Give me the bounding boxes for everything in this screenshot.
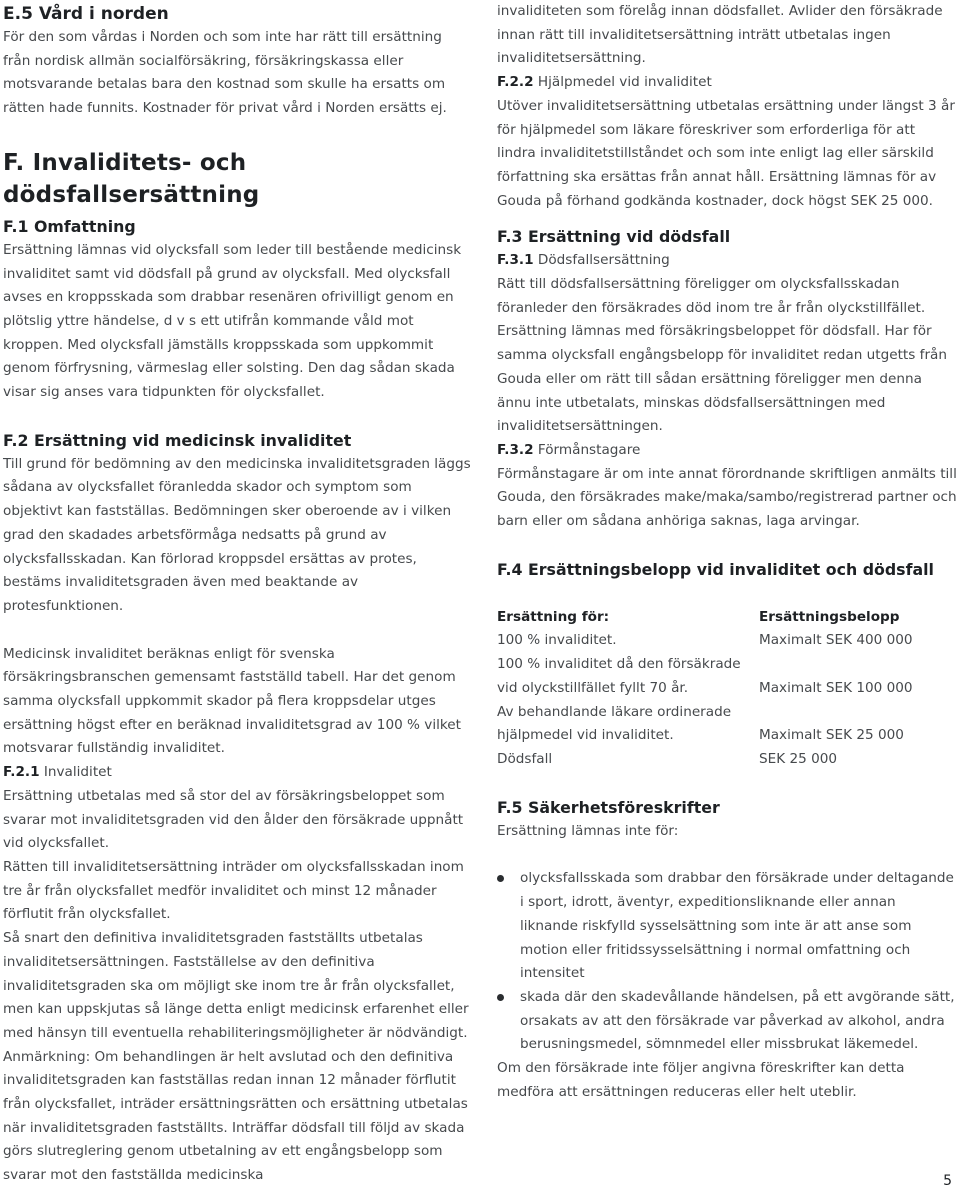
continued-text: invaliditeten som förelåg innan dödsfallet. Avlider den försäkrade innan rätt till invaliditetsersättning inträtt utbetalas ingen invaliditetsersättning. <box>497 3 943 67</box>
section-f31-heading <box>497 249 957 273</box>
section-f22-title: Hjälpmedel vid invaliditet <box>533 74 712 91</box>
table-cell-amount: Maximalt SEK 100 000 <box>759 679 913 696</box>
section-f22-number: F.2.2 <box>497 74 534 91</box>
table-cell-amount: Maximalt SEK 25 000 <box>759 727 904 744</box>
table-cell-amount <box>759 701 917 725</box>
table-row <box>497 701 917 725</box>
table-row <box>497 629 917 653</box>
section-e5-body: För den som vårdas i Norden och som inte har rätt till ersättning från nordisk allmän socialförsäkring, försäkringskassa eller motsvarande betalas bara den kostnad som skulle ha ersatts om rätten hade funnits. Kostnader för privat vård i Norden ersätts ej. <box>3 29 447 117</box>
table-cell-coverage: Av behandlande läkare ordinerade <box>497 703 732 720</box>
section-f31-body: Rätt till dödsfallsersättning föreligger om olycksfallsskadan föranleder den försäkrades död inom tre år från olyckstillfället. Ersättning lämnas med försäkringsbeloppet för dödsfall. Har för samma olycksfall engångsbelopp för invaliditet redan utgetts från Gouda eller om rätt till sådan ersättning föreligger men denna ännu inte utbetalats, minskas dödsfallsersättningen med invaliditetsersättningen. <box>497 276 947 435</box>
table-cell-coverage: vid olyckstillfället fyllt 70 år. <box>497 679 689 696</box>
section-f22-body: Utöver invaliditetsersättning utbetalas ersättning under längst 3 år för hjälpmedel som läkare föreskriver som erforderliga för att lindra invaliditetstillståndet och som inte enligt lag eller särskild författning ska ersättas från annat håll. Ersättning lämnas för av Gouda på förhand godkända kostnader, dock högst SEK 25 000. <box>497 97 955 209</box>
section-f31-title: Dödsfallsersättning <box>533 252 670 269</box>
section-f1-heading: F.1 Omfattning <box>3 216 136 236</box>
table-row <box>497 748 917 772</box>
section-f21-p5: Så snart den definitiva invaliditetsgraden fastställts utbetalas invaliditetsersättningen. Fastställelse av den definitiva invaliditetsgraden ska om möjligt ske inom tre år från olycksfallet, men kan uppskjutas så länge detta enligt medicinsk erfarenhet eller med hänsyn till eventuella rehabiliteringsmöjligheter är nödvändigt. <box>3 930 469 1041</box>
benefit-table-col1-header: Ersättning för: <box>497 608 610 625</box>
table-cell-coverage: hjälpmedel vid invaliditet. <box>497 727 674 744</box>
section-f21-p6: Anmärkning: Om behandlingen är helt avslutad och den definitiva invaliditetsgraden kan fastställas redan innan 12 månader förflutit från olycksfallet, inträder ersättningsrätten och ersättning utbetalas när invaliditetsgraden fastställts. Inträffar dödsfall till följd av skada görs slutreglering genom utbetalning av ett engångsbelopp som svarar mot den fastställda medicinska <box>3 1048 468 1184</box>
table-cell-amount <box>759 653 917 677</box>
table-row <box>497 677 917 701</box>
section-f32-number: F.3.2 <box>497 441 534 458</box>
table-cell-coverage: Dödsfall <box>497 750 553 767</box>
section-f2-heading: F.2 Ersättning vid medicinsk invaliditet <box>3 430 352 450</box>
section-f2-p1: Till grund för bedömning av den medicinska invaliditetsgraden läggs sådana av olycksfallet föranledda skador och symptom som objektivt kan fastställas. Bedömningen sker oberoende av i vilken grad den skadades arbetsförmåga nedsatts på grund av olycksfallsskadan. Kan förlorad kroppsdel ersättas av protes, bestäms invaliditetsgraden även med beaktande av protesfunktionen. <box>3 455 471 614</box>
exclusions-list <box>497 867 957 1057</box>
section-f5-intro: Ersättning lämnas inte för: <box>497 822 679 839</box>
section-f2-p2: Medicinsk invaliditet beräknas enligt för svenska försäkringsbranschen gemensamt fastställd tabell. Har det genom samma olycksfall uppkommit skador på flera kroppsdelar utges ersättning högst efter en beräknad invaliditetsgrad av 100 % vilket motsvarar fullständig invaliditet. <box>3 645 461 757</box>
bullet-icon <box>497 875 504 882</box>
table-row <box>497 724 917 748</box>
page-number: 5 <box>943 1173 952 1189</box>
bullet-icon <box>497 994 504 1001</box>
section-f32-title: Förmånstagare <box>533 441 641 458</box>
section-f1-intro: Ersättning lämnas vid olycksfall som leder till bestående medicinsk invaliditet samt vid dödsfall på grund av olycksfall. <box>3 241 462 282</box>
benefit-table-header <box>497 606 917 630</box>
section-f31-number: F.3.1 <box>497 252 534 269</box>
section-f21-heading <box>3 761 471 785</box>
benefit-table-col2-header: Ersättningsbelopp <box>759 608 900 625</box>
section-f21-title: Invaliditet <box>39 764 112 781</box>
list-item-text: skada där den skadevållande händelsen, på ett avgörande sätt, orsakats av att den försäkrade var påverkad av alkohol, andra berusningsmedel, sömnmedel eller missbrukat läkemedel. <box>520 988 955 1053</box>
section-f32-heading <box>497 439 957 463</box>
list-item-text: olycksfallsskada som drabbar den försäkrade under deltagande i sport, idrott, äventyr, expeditionsliknande eller annan liknande riskfylld sysselsättning som inte är att anse som motion eller fritidssysselsättning i normal omfattning och intensitet <box>520 870 954 982</box>
section-f5-heading: F.5 Säkerhetsföreskrifter <box>497 797 720 817</box>
section-f32-body: Förmånstagare är om inte annat förordnande skriftligen anmälts till Gouda, den försäkrades make/maka/sambo/registrerad partner och barn eller om sådana anhöriga saknas, laga arvingar. <box>497 465 957 530</box>
section-f5-outro: Om den försäkrade inte följer angivna föreskrifter kan detta medföra att ersättningen reduceras eller helt uteblir. <box>497 1060 905 1100</box>
list-item <box>497 986 957 1057</box>
section-f3-heading: F.3 Ersättning vid dödsfall <box>497 227 731 247</box>
section-f4-heading: F.4 Ersättningsbelopp vid invaliditet och dödsfall <box>497 559 934 579</box>
section-f21-p3: Ersättning utbetalas med så stor del av försäkringsbeloppet som svarar mot invaliditetsgraden vid den ålder den försäkrade uppnått vid olycksfallet. <box>3 787 464 852</box>
table-cell-amount: Maximalt SEK 400 000 <box>759 632 913 649</box>
left-column <box>3 0 471 1188</box>
section-e5-heading: E.5 Vård i norden <box>3 4 169 24</box>
section-f1-definition: Med olycksfall avses en kroppsskada som drabbar resenären ofrivilligt genom en plötslig yttre händelse, d v s ett utifrån kommande våld mot kroppen. Med olycksfall jämställs kroppsskada som uppkommit genom förfrysning, värmeslag eller solsting. Den dag sådan skada visar sig anses vara tidpunkten för olycksfallet. <box>3 265 455 401</box>
section-f21-number: F.2.1 <box>3 764 40 781</box>
section-f22-heading <box>497 71 957 95</box>
table-cell-coverage: 100 % invaliditet. <box>497 632 617 649</box>
table-row <box>497 653 917 677</box>
section-f21-p4: Rätten till invaliditetsersättning inträder om olycksfallsskadan inom tre år från olycksfallet medför invaliditet och minst 12 månader förflutit från olycksfallet. <box>3 858 464 923</box>
table-cell-amount: SEK 25 000 <box>759 750 838 767</box>
section-f-heading: F. Invaliditets- och dödsfallsersättning <box>3 149 260 208</box>
list-item <box>497 867 957 986</box>
benefit-table <box>497 606 917 772</box>
right-column <box>497 0 957 1104</box>
table-cell-coverage: 100 % invaliditet då den försäkrade <box>497 656 741 673</box>
section-f1-body <box>3 239 471 405</box>
